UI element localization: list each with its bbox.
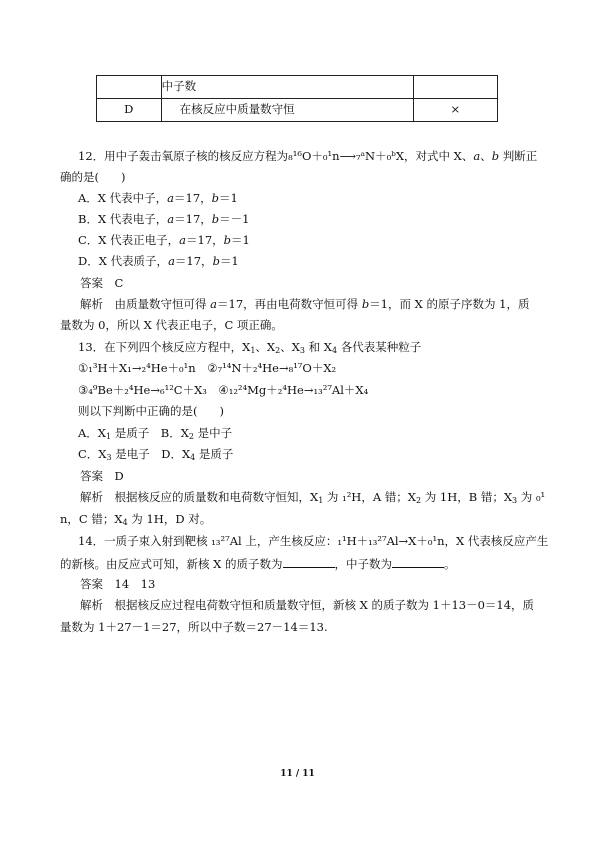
q13-equations-row1 bbox=[78, 363, 336, 379]
text: ) bbox=[219, 404, 224, 418]
q13-options-cd: C．$X_3$ 是电子 D．$X_4$ 是质子 bbox=[78, 447, 234, 462]
answer-value: C bbox=[114, 276, 124, 290]
option-label: B．X bbox=[160, 426, 189, 440]
variable: a bbox=[179, 233, 187, 247]
text: 是中子 bbox=[193, 426, 233, 440]
variable: a bbox=[473, 149, 481, 163]
text: 、X bbox=[280, 340, 300, 354]
text: ＝1 bbox=[219, 191, 238, 205]
table-cell-mark: × bbox=[413, 99, 497, 122]
answer-blank[interactable] bbox=[283, 557, 335, 568]
text: 由质量数守恒可得 bbox=[114, 297, 211, 311]
text: 13．在下列四个核反应方程中，X bbox=[78, 340, 251, 354]
option-label: D．X 代表质子， bbox=[78, 254, 169, 268]
option-label: C．X 代表正电子， bbox=[78, 233, 180, 247]
q12-analysis-line2 bbox=[60, 320, 283, 336]
q12-answer bbox=[80, 278, 123, 294]
option-label: D．X bbox=[161, 447, 191, 461]
table-cell bbox=[413, 76, 497, 99]
q12-option-d bbox=[78, 256, 239, 272]
variable: a bbox=[167, 212, 175, 226]
analysis-label: 解析 bbox=[80, 297, 103, 311]
text: 量数为 1＋27－1＝27，所以中子数＝27－14＝13. bbox=[60, 620, 328, 634]
text: n，C 错；X bbox=[60, 512, 123, 526]
text: 确的是( bbox=[60, 170, 99, 184]
q14-stem-line2 bbox=[60, 557, 456, 573]
q13-judge bbox=[78, 406, 224, 422]
text: ，中子数为 bbox=[334, 557, 392, 571]
text: 根据核反应的质量数和电荷数守恒知，X bbox=[114, 490, 319, 504]
q12-option-b bbox=[78, 214, 250, 230]
text: ＝－1 bbox=[219, 212, 250, 226]
text: 为 1H，B 错；X bbox=[421, 490, 513, 504]
q13-analysis: 解析 根据核反应的质量数和电荷数守恒知，$X_1$ 为 ₁²H，A 错；$X_2$ 为 1H，B 错；$X_3$ 为 ₀¹ bbox=[80, 490, 546, 505]
variable: b bbox=[361, 297, 370, 311]
nuclear-equation: ①₁³H＋X₁→₂⁴He＋₀¹n bbox=[78, 361, 196, 375]
text: ＝1 bbox=[231, 233, 250, 247]
text: ＝17， bbox=[174, 254, 213, 268]
option-label: B．X 代表电子， bbox=[78, 212, 168, 226]
q13-stem: 13．在下列四个核反应方程中，$X_1$、$X_2$、$X_3$ 和 $X_4$ 各代表某种粒子 bbox=[78, 340, 422, 355]
nuclear-equation: ④₁₂²⁴Mg＋₂⁴He→₁₃²⁷Al＋X₄ bbox=[218, 383, 369, 397]
answer-label: 答案 bbox=[80, 469, 103, 483]
text: 判断正 bbox=[499, 149, 538, 163]
q13-answer bbox=[80, 471, 124, 487]
text: ＝17，再由电荷数守恒可得 bbox=[217, 297, 362, 311]
text: 各代表某种粒子 bbox=[337, 340, 422, 354]
nuclear-equation: ②₇¹⁴N＋₂⁴He→₈¹⁷O＋X₂ bbox=[207, 361, 337, 375]
text: 根据核反应过程电荷数守恒和质量数守恒，新核 X 的质子数为 1＋13－0＝14，质 bbox=[114, 598, 535, 612]
text: 是质子 bbox=[111, 426, 150, 440]
q12-analysis bbox=[80, 299, 529, 315]
variable: a bbox=[167, 191, 175, 205]
q12-stem bbox=[78, 151, 537, 167]
q13-options-ab: A．$X_1$ 是质子 B．$X_2$ 是中子 bbox=[78, 426, 233, 441]
variable: b bbox=[211, 191, 220, 205]
nuclear-equation: ₁¹H＋₁₃²⁷Al→X＋₀¹n bbox=[337, 534, 445, 548]
page-number: 11 / 11 bbox=[280, 769, 315, 779]
option-label: A．X 代表中子， bbox=[78, 191, 168, 205]
variable: a bbox=[210, 297, 218, 311]
q12-option-c bbox=[78, 235, 250, 251]
variable: b bbox=[223, 233, 232, 247]
answer-value: D bbox=[114, 469, 124, 483]
text: ＝1 bbox=[219, 254, 239, 268]
variable: b bbox=[211, 212, 220, 226]
nuclear-equation: ₈¹⁶O＋₀¹n⟶₇ᵃN＋₀ᵇX bbox=[288, 149, 405, 163]
answer-label: 答案 bbox=[80, 276, 103, 290]
text: 、 bbox=[480, 149, 492, 163]
text: 的新核。由反应式可知，新核 X 的质子数为 bbox=[60, 557, 283, 571]
text: 量数为 0，所以 X 代表正电子，C 项正确。 bbox=[60, 318, 283, 332]
answer-value: 14 13 bbox=[114, 577, 156, 591]
text: ＝1，而 X 的原子序数为 1，质 bbox=[369, 297, 530, 311]
answer-label: 答案 bbox=[80, 577, 103, 591]
variable: b bbox=[212, 254, 220, 268]
text: 为 1H，D 对。 bbox=[127, 512, 212, 526]
text: ＝17， bbox=[174, 191, 212, 205]
table-cell: 中子数 bbox=[161, 76, 413, 99]
table-row bbox=[97, 76, 498, 99]
text: 为 ₁²H，A 错；X bbox=[323, 490, 416, 504]
answer-table bbox=[96, 75, 498, 122]
table-cell: D bbox=[97, 99, 162, 122]
text: 是电子 bbox=[111, 447, 150, 461]
answer-blank[interactable] bbox=[392, 557, 444, 568]
table-cell: 在核反应中质量数守恒 bbox=[161, 99, 413, 122]
text: ＝17， bbox=[186, 233, 224, 247]
analysis-label: 解析 bbox=[80, 490, 103, 504]
q14-answer bbox=[80, 579, 155, 595]
option-label: C．X bbox=[78, 447, 107, 461]
q14-analysis-line2 bbox=[60, 622, 328, 638]
text: ) bbox=[121, 170, 126, 184]
q14-stem bbox=[78, 536, 548, 552]
q12-option-a bbox=[78, 193, 238, 209]
q14-analysis bbox=[80, 600, 534, 616]
variable: b bbox=[491, 149, 500, 163]
q13-analysis-line2: n，C 错；$X_4$ 为 1H，D 对。 bbox=[60, 512, 212, 527]
variable: a bbox=[168, 254, 175, 268]
table-cell bbox=[97, 76, 162, 99]
text: 是质子 bbox=[195, 447, 234, 461]
text: 、X bbox=[255, 340, 276, 354]
text: 和 X bbox=[304, 340, 332, 354]
text: 为 ₀¹ bbox=[517, 490, 546, 504]
q13-equations-row2 bbox=[78, 385, 368, 401]
text: 。 bbox=[444, 557, 456, 571]
q12-stem-line2 bbox=[60, 172, 126, 188]
text: 则以下判断中正确的是( bbox=[78, 404, 198, 418]
text: 14．一质子束入射到靶核 ₁₃²⁷Al 上，产生核反应： bbox=[78, 534, 338, 548]
text: 12．用中子轰击氧原子核的核反应方程为 bbox=[78, 149, 289, 163]
table-row bbox=[97, 99, 498, 122]
text: ＝17， bbox=[174, 212, 212, 226]
analysis-label: 解析 bbox=[80, 598, 103, 612]
text: ，X 代表核反应产生 bbox=[444, 534, 549, 548]
option-label: A．X bbox=[78, 426, 106, 440]
nuclear-equation: ③₄⁹Be＋₂⁴He→₆¹²C＋X₃ bbox=[78, 383, 207, 397]
text: ，对式中 X、 bbox=[404, 149, 474, 163]
